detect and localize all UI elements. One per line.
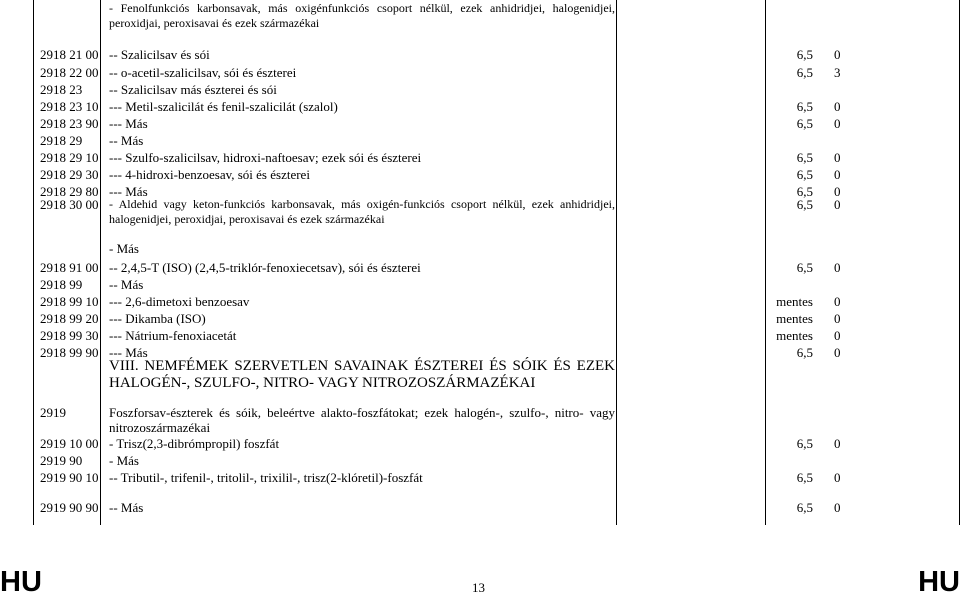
tariff-description: - Aldehid vagy keton-funkciós karbonsavak, más oxigén-funkciós csoport nélkül, ezek anhidridjei, halogenidjei, peroxidjai, peroxisavai és ezek származékai <box>109 197 615 226</box>
supplementary-unit: 3 <box>834 65 841 80</box>
country-mark-right: HU <box>918 566 960 598</box>
duty-rate: 6,5 <box>796 116 813 131</box>
tariff-description: --- 2,6-dimetoxi benzoesav <box>109 294 250 309</box>
tariff-description: -- o-acetil-szalicilsav, sói és észterei <box>109 65 297 80</box>
tariff-code: 2919 <box>40 405 66 420</box>
tariff-code: 2918 30 00 <box>40 197 99 212</box>
tariff-description: VIII. NEMFÉMEK SZERVETLEN SAVAINAK ÉSZTEREI ÉS SÓIK ÉS EZEK HALOGÉN-, SZULFO-, NITRO- VAGY NITROZOSZÁRMAZÉKAI <box>109 358 615 391</box>
supplementary-unit: 0 <box>834 294 841 309</box>
supplementary-unit: 0 <box>834 260 841 275</box>
tariff-code: 2918 99 <box>40 277 83 292</box>
duty-rate: 6,5 <box>796 436 813 451</box>
duty-rate: mentes <box>776 311 813 326</box>
tariff-description: Foszforsav-észterek és sóik, beleértve alakto-foszfátokat; ezek halogén-, szulfo-, nitro- vagy nitrozoszármazékai <box>109 405 615 435</box>
supplementary-unit: 0 <box>834 167 841 182</box>
duty-rate: 6,5 <box>796 99 813 114</box>
column-divider-description <box>616 0 617 525</box>
supplementary-unit: 0 <box>834 197 841 212</box>
supplementary-unit: 0 <box>834 99 841 114</box>
tariff-description: --- Metil-szalicilát és fenil-szalicilát (szalol) <box>109 99 338 114</box>
supplementary-unit: 0 <box>834 328 841 343</box>
tariff-description: --- Dikamba (ISO) <box>109 311 206 326</box>
tariff-code: 2918 29 10 <box>40 150 99 165</box>
tariff-description: --- Más <box>109 345 148 360</box>
tariff-code: 2918 29 <box>40 133 83 148</box>
duty-rate: 6,5 <box>796 47 813 62</box>
duty-rate: 6,5 <box>796 150 813 165</box>
column-divider-duty <box>765 0 766 525</box>
table-border-left <box>33 0 34 525</box>
tariff-description: - Fenolfunkciós karbonsavak, más oxigénfunkciós csoport nélkül, ezek anhidridjei, halogenidjei, peroxidjai, peroxisavai és ezek származékai <box>109 1 615 30</box>
tariff-code: 2919 10 00 <box>40 436 99 451</box>
supplementary-unit: 0 <box>834 116 841 131</box>
supplementary-unit: 0 <box>834 150 841 165</box>
supplementary-unit: 0 <box>834 184 841 199</box>
tariff-description: - Trisz(2,3-dibrómpropil) foszfát <box>109 436 280 451</box>
supplementary-unit: 0 <box>834 470 841 485</box>
duty-rate: 6,5 <box>796 500 813 515</box>
duty-rate: 6,5 <box>796 197 813 212</box>
tariff-code: 2918 91 00 <box>40 260 99 275</box>
tariff-code: 2918 99 30 <box>40 328 99 343</box>
tariff-description: --- Más <box>109 116 148 131</box>
duty-rate: 6,5 <box>796 470 813 485</box>
duty-rate: 6,5 <box>796 260 813 275</box>
tariff-code: 2918 23 10 <box>40 99 99 114</box>
country-mark-left: HU <box>0 566 42 598</box>
tariff-code: 2919 90 90 <box>40 500 99 515</box>
supplementary-unit: 0 <box>834 345 841 360</box>
tariff-code: 2919 90 <box>40 453 83 468</box>
supplementary-unit: 0 <box>834 311 841 326</box>
tariff-code: 2918 21 00 <box>40 47 99 62</box>
tariff-code: 2918 29 30 <box>40 167 99 182</box>
tariff-description: - Más <box>109 453 139 468</box>
tariff-description: -- Más <box>109 133 144 148</box>
supplementary-unit: 0 <box>834 436 841 451</box>
page-number: 13 <box>472 580 485 595</box>
supplementary-unit: 0 <box>834 47 841 62</box>
tariff-code: 2918 22 00 <box>40 65 99 80</box>
tariff-description: -- 2,4,5-T (ISO) (2,4,5-triklór-fenoxiecetsav), sói és észterei <box>109 260 421 275</box>
tariff-description: --- 4-hidroxi-benzoesav, sói és észterei <box>109 167 310 182</box>
tariff-code: 2918 23 90 <box>40 116 99 131</box>
tariff-description: --- Szulfo-szalicilsav, hidroxi-naftoesav; ezek sói és észterei <box>109 150 422 165</box>
tariff-description: -- Szalicilsav és sói <box>109 47 210 62</box>
supplementary-unit: 0 <box>834 500 841 515</box>
tariff-description: -- Szalicilsav más észterei és sói <box>109 82 277 97</box>
column-divider-code <box>100 0 101 525</box>
tariff-code: 2918 99 90 <box>40 345 99 360</box>
tariff-code: 2918 99 20 <box>40 311 99 326</box>
tariff-description: -- Más <box>109 277 144 292</box>
tariff-description: --- Nátrium-fenoxiacetát <box>109 328 237 343</box>
tariff-code: 2918 23 <box>40 82 83 97</box>
duty-rate: 6,5 <box>796 345 813 360</box>
tariff-description: -- Más <box>109 500 144 515</box>
duty-rate: mentes <box>776 328 813 343</box>
duty-rate: 6,5 <box>796 65 813 80</box>
duty-rate: 6,5 <box>796 184 813 199</box>
tariff-description: -- Tributil-, trifenil-, tritolil-, trixilil-, trisz(2-klóretil)-foszfát <box>109 470 423 485</box>
duty-rate: 6,5 <box>796 167 813 182</box>
tariff-code: 2919 90 10 <box>40 470 99 485</box>
tariff-description: - Más <box>109 241 139 256</box>
duty-rate: mentes <box>776 294 813 309</box>
tariff-description: --- Más <box>109 184 148 199</box>
tariff-code: 2918 99 10 <box>40 294 99 309</box>
tariff-code: 2918 29 80 <box>40 184 99 199</box>
